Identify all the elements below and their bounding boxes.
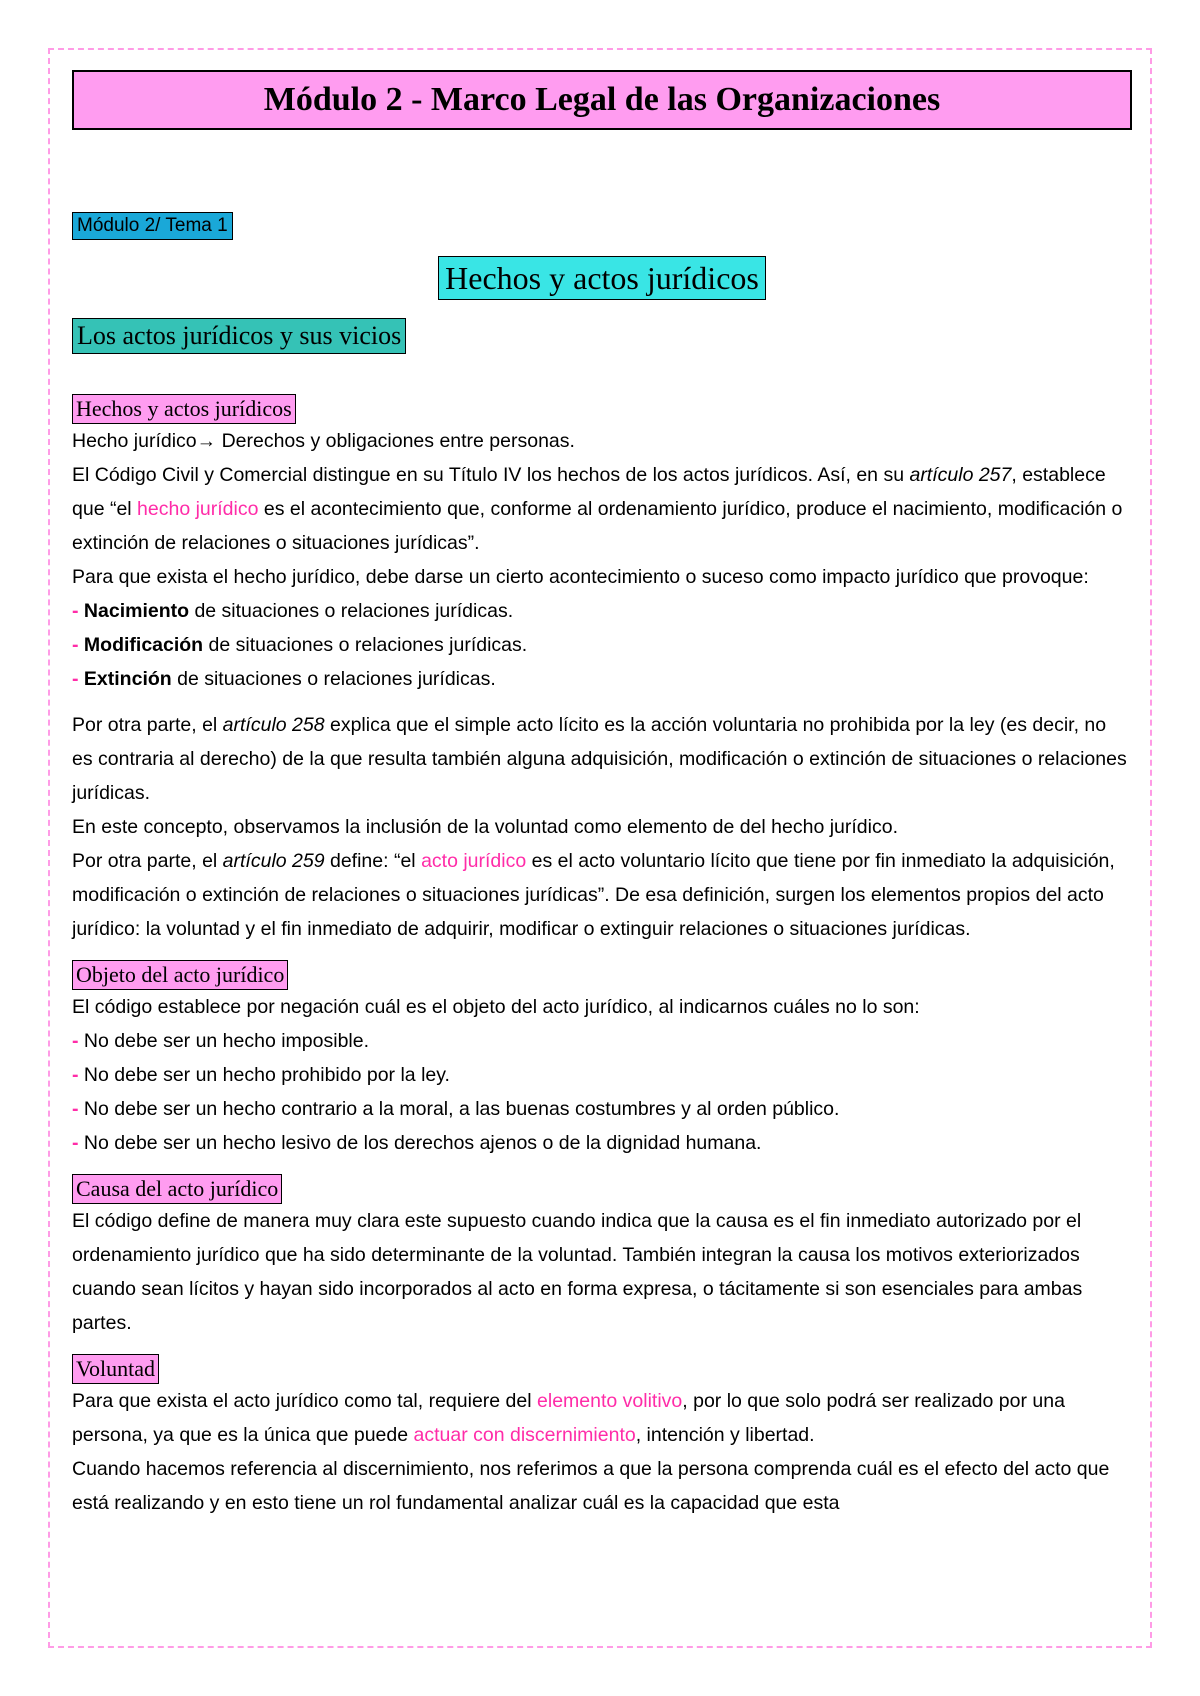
paragraph: El código define de manera muy clara este supuesto cuando indica que la causa es el fin inmediato autorizado por el ordenamiento jurídico que ha sido determinante de la voluntad. También integran la causa los motivos exteriorizados cuando sean lícitos y hayan sido incorporados al acto en forma expresa, o tácitamente si son esenciales para ambas partes. bbox=[72, 1210, 1083, 1334]
section-heading-causa: Causa del acto jurídico bbox=[72, 1174, 282, 1204]
paragraph: Por otra parte, el artículo 259 define: “el acto jurídico es el acto voluntario lícito que tiene por fin inmediato la adquisición, modificación o extinción de relaciones o situaciones jurídicas”. De esa definición, surgen los elementos propios del acto jurídico: la voluntad y el fin inmediato de adquirir, modificar o extinguir relaciones o situaciones jurídicas. bbox=[72, 850, 1115, 940]
arrow-icon: → bbox=[196, 430, 217, 452]
highlight-term: acto jurídico bbox=[421, 850, 527, 872]
sub-heading: Los actos jurídicos y sus vicios bbox=[72, 318, 406, 354]
paragraph: Cuando hacemos referencia al discernimiento, nos referimos a que la persona comprenda cuál es el efecto del acto que está realizando y en esto tiene un rol fundamental analizar cuál es la capacidad que esta bbox=[72, 1458, 1110, 1514]
paragraph: Hecho jurídico→ Derechos y obligaciones entre personas. bbox=[72, 430, 575, 452]
paragraph: Por otra parte, el artículo 258 explica que el simple acto lícito es la acción voluntaria no prohibida por la ley (es decir, no es contraria al derecho) de la que resulta también alguna adquisición, modificación o extinción de situaciones o relaciones jurídicas. bbox=[72, 714, 1127, 804]
section-hechos bbox=[72, 394, 1132, 946]
paragraph: El Código Civil y Comercial distingue en su Título IV los hechos de los actos jurídicos. Así, en su artículo 257, establece que “el hecho jurídico es el acontecimiento que, conforme al ordenamiento jurídico, produce el nacimiento, modificación o extinción de relaciones o situaciones jurídicas”. bbox=[72, 464, 1123, 554]
paragraph: El código establece por negación cuál es el objeto del acto jurídico, al indicarnos cuáles no lo son: bbox=[72, 996, 920, 1018]
section-heading-hechos: Hechos y actos jurídicos bbox=[72, 394, 296, 424]
main-heading: Hechos y actos jurídicos bbox=[438, 256, 766, 300]
section-heading-voluntad: Voluntad bbox=[72, 1354, 159, 1384]
highlight-term: hecho jurídico bbox=[137, 498, 259, 520]
list-item: - No debe ser un hecho contrario a la moral, a las buenas costumbres y al orden público. bbox=[72, 1098, 840, 1120]
section-voluntad bbox=[72, 1354, 1132, 1520]
list-item: - No debe ser un hecho lesivo de los derechos ajenos o de la dignidad humana. bbox=[72, 1132, 762, 1154]
list-item: - Nacimiento de situaciones o relaciones jurídicas. bbox=[72, 600, 514, 622]
highlight-term: elemento volitivo bbox=[537, 1390, 683, 1412]
paragraph: Para que exista el hecho jurídico, debe darse un cierto acontecimiento o suceso como impacto jurídico que provoque: bbox=[72, 566, 1089, 588]
section-heading-objeto: Objeto del acto jurídico bbox=[72, 960, 288, 990]
highlight-term: actuar con discernimiento bbox=[413, 1424, 636, 1446]
list-item: - Modificación de situaciones o relaciones jurídicas. bbox=[72, 634, 528, 656]
list-item: - No debe ser un hecho imposible. bbox=[72, 1030, 370, 1052]
section-objeto bbox=[72, 960, 1132, 1160]
module-tag: Módulo 2/ Tema 1 bbox=[72, 212, 233, 240]
document-title: Módulo 2 - Marco Legal de las Organizaciones bbox=[263, 81, 941, 118]
document-body bbox=[72, 70, 1132, 1520]
section-causa bbox=[72, 1174, 1132, 1340]
list-item: - Extinción de situaciones o relaciones jurídicas. bbox=[72, 668, 496, 690]
paragraph: Para que exista el acto jurídico como tal, requiere del elemento volitivo, por lo que solo podrá ser realizado por una persona, ya que es la única que puede actuar con discernimiento, intención y libertad. bbox=[72, 1390, 1065, 1446]
document-title-box bbox=[72, 70, 1132, 130]
list-item: - No debe ser un hecho prohibido por la ley. bbox=[72, 1064, 450, 1086]
paragraph: En este concepto, observamos la inclusión de la voluntad como elemento de del hecho jurídico. bbox=[72, 816, 898, 838]
